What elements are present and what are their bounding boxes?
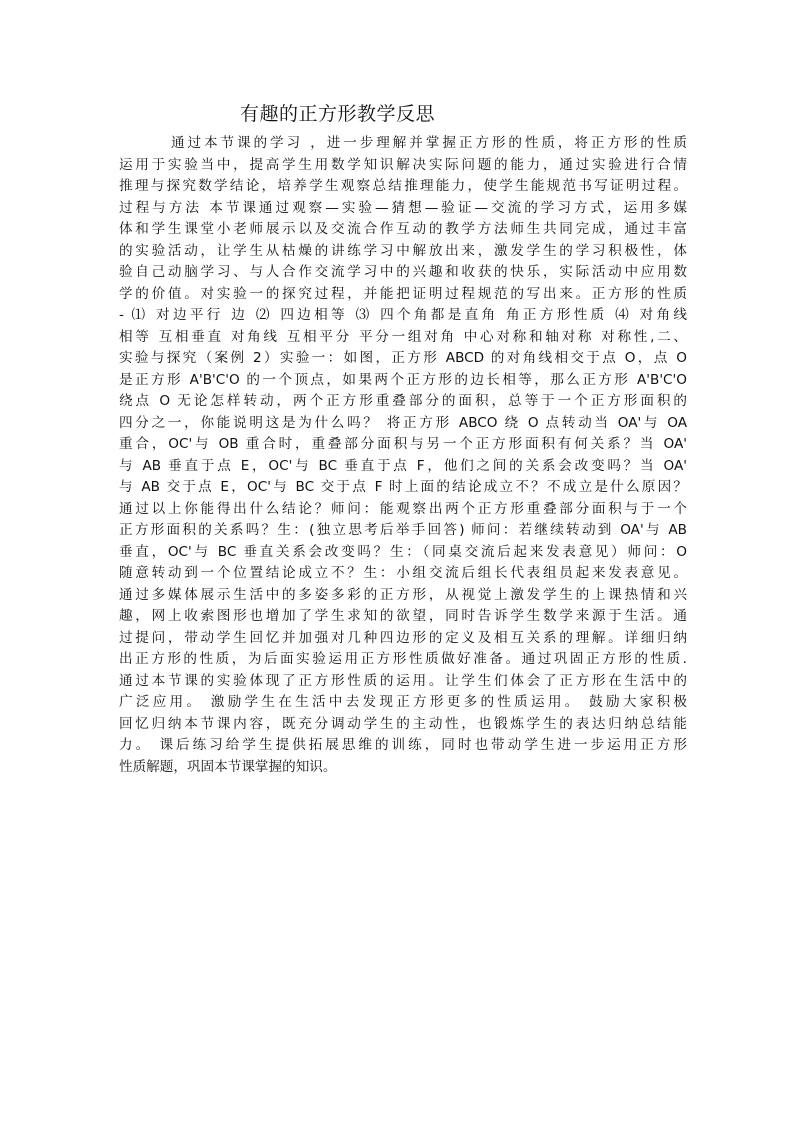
body-line: 验自己动脑学习、与人合作交流学习中的兴趣和收获的快乐，实际活动中应用数	[119, 264, 687, 280]
body-line: 运用于实验当中，提高学生用数学知识解决实际问题的能力，通过实验进行合情	[119, 156, 687, 173]
body-line: 出正方形的性质，为后面实验运用正方形性质做好准备。通过巩固正方形的性质.	[119, 651, 687, 667]
body-line: 过程与方法 本节课通过观察—实验—猜想—验证—交流的学习方式，运用多媒	[119, 199, 687, 216]
body-line: 性质解题，巩固本节课掌握的知识。	[119, 758, 337, 775]
body-line: 与 AB 垂直于点 E，OC'与 BC 垂直于点 F，他们之间的关系会改变吗？当 OA'	[119, 457, 687, 474]
body-line: 是正方形 A'B'C'O 的一个顶点，如果两个正方形的边长相等，那么正方形 A'B'C'O	[119, 371, 687, 388]
body-line: 随意转动到一个位置结论成立不？生：小组交流后组长代表组员起来发表意见。	[119, 565, 687, 581]
body-line: 与 AB 交于点 E，OC'与 BC 交于点 F 时上面的结论成立不？不成立是什么原因？	[119, 479, 687, 495]
body-line: 正方形面积的关系吗？生：(独立思考后举手回答) 师问：若继续转动到 OA'与 AB	[119, 522, 687, 538]
body-line: 过提问，带动学生回忆并加强对几种四边形的定义及相互关系的理解。详细归纳	[119, 629, 687, 646]
body-line: 趣，网上收索图形也增加了学生求知的欲望，同时告诉学生数学来源于生活。通	[119, 608, 687, 624]
body-line: 回忆归纳本节课内容，既充分调动学生的主动性，也锻炼学生的表达归纳总结能	[119, 715, 687, 732]
body-line: 绕点 O 无论怎样转动，两个正方形重叠部分的面积，总等于一个正方形面积的	[119, 393, 687, 409]
body-line: - ⑴ 对边平行 边 ⑵ 四边相等 ⑶ 四个角都是直角 角正方形性质 ⑷ 对角线	[119, 307, 687, 323]
body-line: 通过本节课的学习 ，进一步理解并掌握正方形的性质，将正方形的性质	[171, 135, 687, 151]
document-body	[119, 133, 687, 778]
body-line: 的实验活动，让学生从枯燥的讲练学习中解放出来，激发学生的学习积极性，体	[119, 242, 687, 259]
body-line: 通过本节课的实验体现了正方形性质的运用。让学生们体会了正方形在生活中的	[119, 672, 687, 689]
body-line: 垂直，OC'与 BC 垂直关系会改变吗？生：（同桌交流后起来发表意见）师问：O	[119, 543, 687, 560]
document-title: 有趣的正方形教学反思	[240, 103, 436, 125]
body-line: 通过以上你能得出什么结论？师问：能观察出两个正方形重叠部分面积与于一个	[119, 500, 687, 517]
body-line: 学的价值。对实验一的探究过程，并能把证明过程规范的写出来。正方形的性质	[119, 285, 687, 302]
body-line: 相等 互相垂直 对角线 互相平分 平分一组对角 中心对称和轴对称 对称性,二、	[119, 328, 687, 345]
body-line: 体和学生课堂小老师展示以及交流合作互动的教学方法师生共同完成，通过丰富	[119, 221, 687, 237]
body-line: 力。 课后练习给学生提供拓展思维的训练，同时也带动学生进一步运用正方形	[119, 737, 687, 753]
body-line: 推理与探究数学结论，培养学生观察总结推理能力，使学生能规范书写证明过程。	[119, 178, 687, 194]
body-line: 广泛应用。 激励学生在生活中去发现正方形更多的性质运用。 鼓励大家积极	[119, 694, 687, 710]
body-line: 四分之一，你能说明这是为什么吗？ 将正方形 ABCO 绕 O 点转动当 OA'与 OA	[119, 414, 687, 431]
body-line: 实验与探究（案例 2）实验一：如图，正方形 ABCD 的对角线相交于点 O，点 O	[119, 350, 687, 366]
body-line: 通过多媒体展示生活中的多姿多彩的正方形，从视觉上激发学生的上课热情和兴	[119, 586, 687, 603]
body-line: 重合，OC'与 OB 重合时，重叠部分面积与另一个正方形面积有何关系？当 OA'	[119, 436, 687, 452]
